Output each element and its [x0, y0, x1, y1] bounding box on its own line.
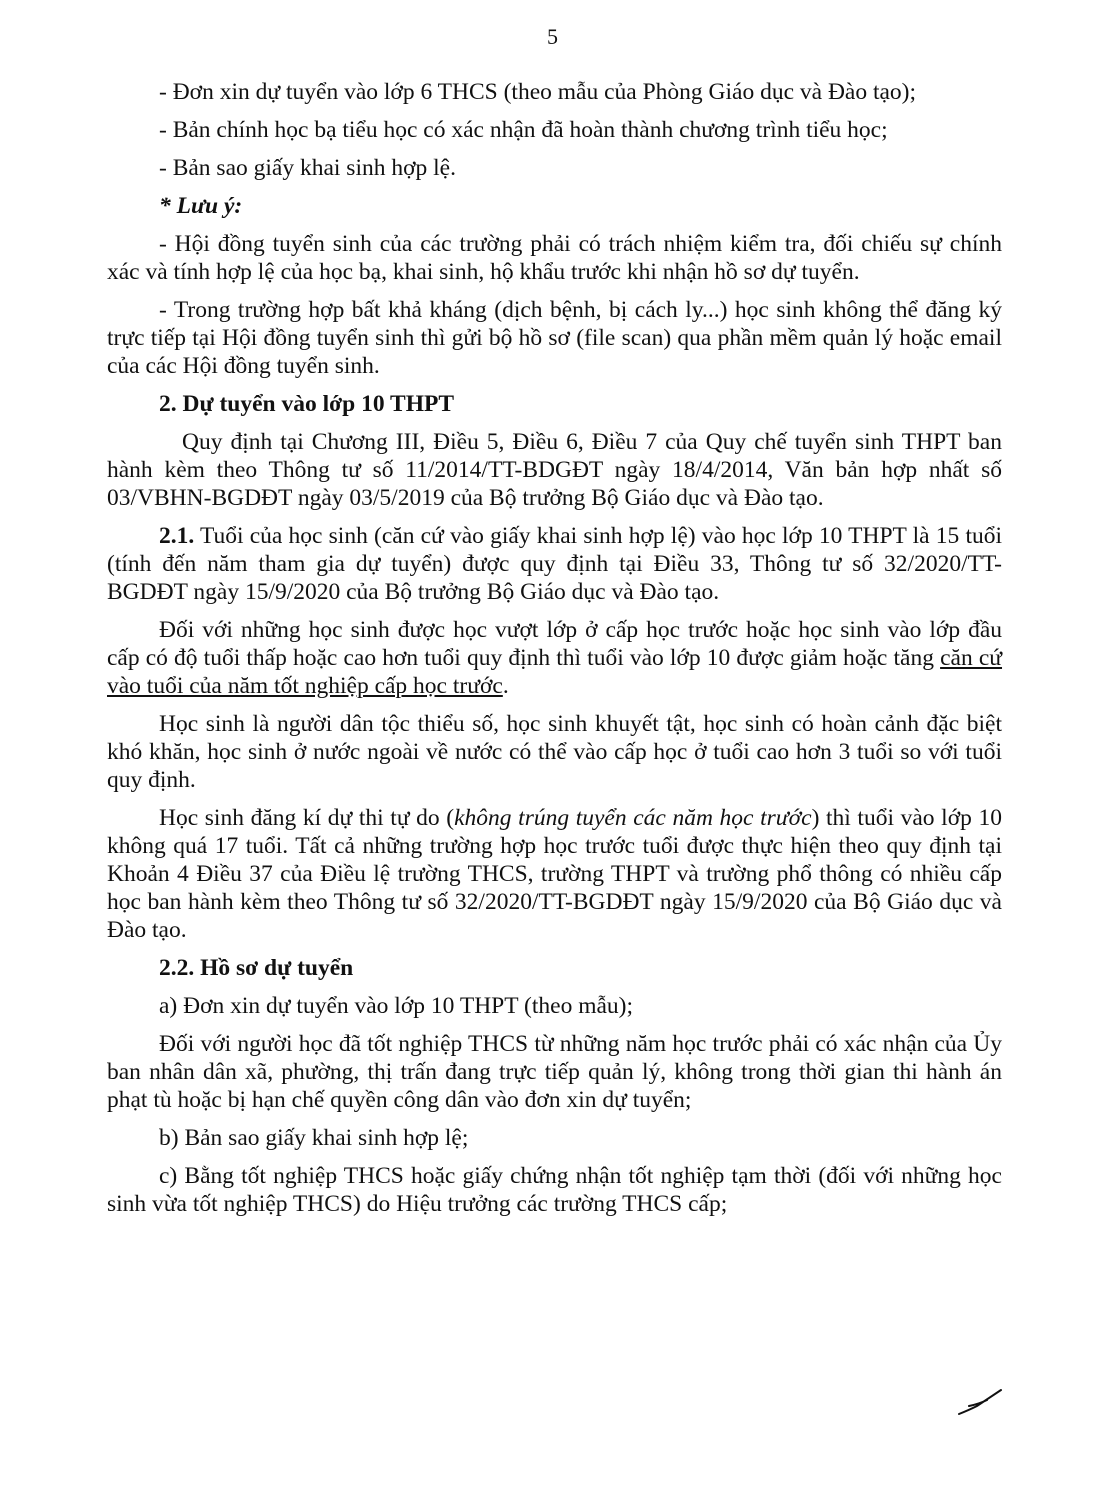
subsection-heading-dossier: 2.2. Hồ sơ dự tuyển: [159, 955, 354, 981]
paragraph-student-age: [107, 522, 1002, 606]
paragraph-graduation-certificate: c) Bằng tốt nghiệp THCS hoặc giấy chứng nhận tốt nghiệp tạm thời (đối với những học sinh vừa tốt nghiệp THCS) do Hiệu trưởng các trường THCS cấp;: [107, 1163, 1002, 1217]
section-heading-grade10: 2. Dự tuyển vào lớp 10 THPT: [159, 391, 455, 417]
paragraph-force-majeure: - Trong trường hợp bất khả kháng (dịch bệnh, bị cách ly...) học sinh không thể đăng ký trực tiếp tại Hội đồng tuyển sinh thì gửi bộ hồ sơ (file scan) qua phần mềm quản lý hoặc email của các Hội đồng tuyển sinh.: [107, 297, 1002, 379]
accelerated-text-underlined: căn cứ vào tuổi của năm tốt nghiệp cấp học trước: [107, 645, 1003, 699]
paragraph-primary-transcript: - Bản chính học bạ tiểu học có xác nhận đã hoàn thành chương trình tiểu học;: [159, 117, 888, 143]
page-number: 5: [547, 24, 558, 49]
document-body: [107, 78, 1002, 1228]
accelerated-text-end: .: [502, 673, 509, 699]
note-label: * Lưu ý:: [159, 193, 243, 219]
free-candidates-text-start: Học sinh đăng kí dự thi tự do (: [159, 805, 455, 831]
subsection-number-2-1: 2.1.: [159, 523, 195, 549]
paragraph-council-responsibility: - Hội đồng tuyển sinh của các trường phải có trách nhiệm kiểm tra, đối chiếu sự chính xác và tính hợp lệ của học bạ, khai sinh, hộ khẩu trước khi nhận hồ sơ dự tuyển.: [107, 231, 1002, 285]
paragraph-birth-certificate: - Bản sao giấy khai sinh hợp lệ.: [159, 155, 456, 181]
paragraph-accelerated-students: [107, 616, 1002, 700]
paragraph-free-candidates: [107, 804, 1002, 944]
paragraph-special-students: Học sinh là người dân tộc thiểu số, học sinh khuyết tật, học sinh có hoàn cảnh đặc biệt khó khăn, học sinh ở nước ngoài về nước có thể vào cấp học ở tuổi cao hơn 3 tuổi so với tuổi quy định.: [107, 711, 1002, 793]
paragraph-previous-graduates: Đối với người học đã tốt nghiệp THCS từ những năm học trước phải có xác nhận của Ủy ban nhân dân xã, phường, thị trấn đang trực tiếp quản lý, không trong thời gian thi hành án phạt tù hoặc bị hạn chế quyền công dân vào đơn xin dự tuyển;: [107, 1031, 1002, 1113]
free-candidates-text-italic: không trúng tuyển các năm học trước: [454, 805, 812, 831]
initials-signature: [955, 1388, 1005, 1418]
paragraph-application-form-grade10: a) Đơn xin dự tuyển vào lớp 10 THPT (theo mẫu);: [159, 993, 634, 1019]
paragraph-birth-certificate-copy: b) Bản sao giấy khai sinh hợp lệ;: [159, 1125, 469, 1151]
paragraph-regulation-reference: Quy định tại Chương III, Điều 5, Điều 6, Điều 7 của Quy chế tuyển sinh THPT ban hành kèm theo Thông tư số 11/2014/TT-BDGĐT ngày 18/4/2014, Văn bản hợp nhất số 03/VBHN-BGDĐT ngày 03/5/2019 của Bộ trưởng Bộ Giáo dục và Đào tạo.: [107, 429, 1002, 511]
free-candidates-text-end: ) thì tuổi vào lớp 10 không quá 17 tuổi. Tất cả những trường hợp học trước tuổi được thực hiện theo quy định tại Khoản 4 Điều 37 của Điều lệ trường THCS, trường THPT và trường phổ thông có nhiều cấp học ban hành kèm theo Thông tư số 32/2020/TT-BGDĐT ngày 15/9/2020 của Bộ Giáo dục và Đào tạo.: [107, 805, 1002, 943]
student-age-text: Tuổi của học sinh (căn cứ vào giấy khai sinh hợp lệ) vào học lớp 10 THPT là 15 tuổi (tính đến năm tham gia dự tuyển) được quy định tại Điều 33, Thông tư số 32/2020/TT-BGDĐT ngày 15/9/2020 của Bộ trưởng Bộ Giáo dục và Đào tạo.: [107, 523, 1002, 605]
accelerated-text-start: Đối với những học sinh được học vượt lớp ở cấp học trước hoặc học sinh vào lớp đầu cấp có độ tuổi thấp hoặc cao hơn tuổi quy định thì tuổi vào lớp 10 được giảm hoặc tăng: [107, 617, 1002, 671]
paragraph-application-form-grade6: - Đơn xin dự tuyển vào lớp 6 THCS (theo mẫu của Phòng Giáo dục và Đào tạo);: [159, 79, 917, 105]
